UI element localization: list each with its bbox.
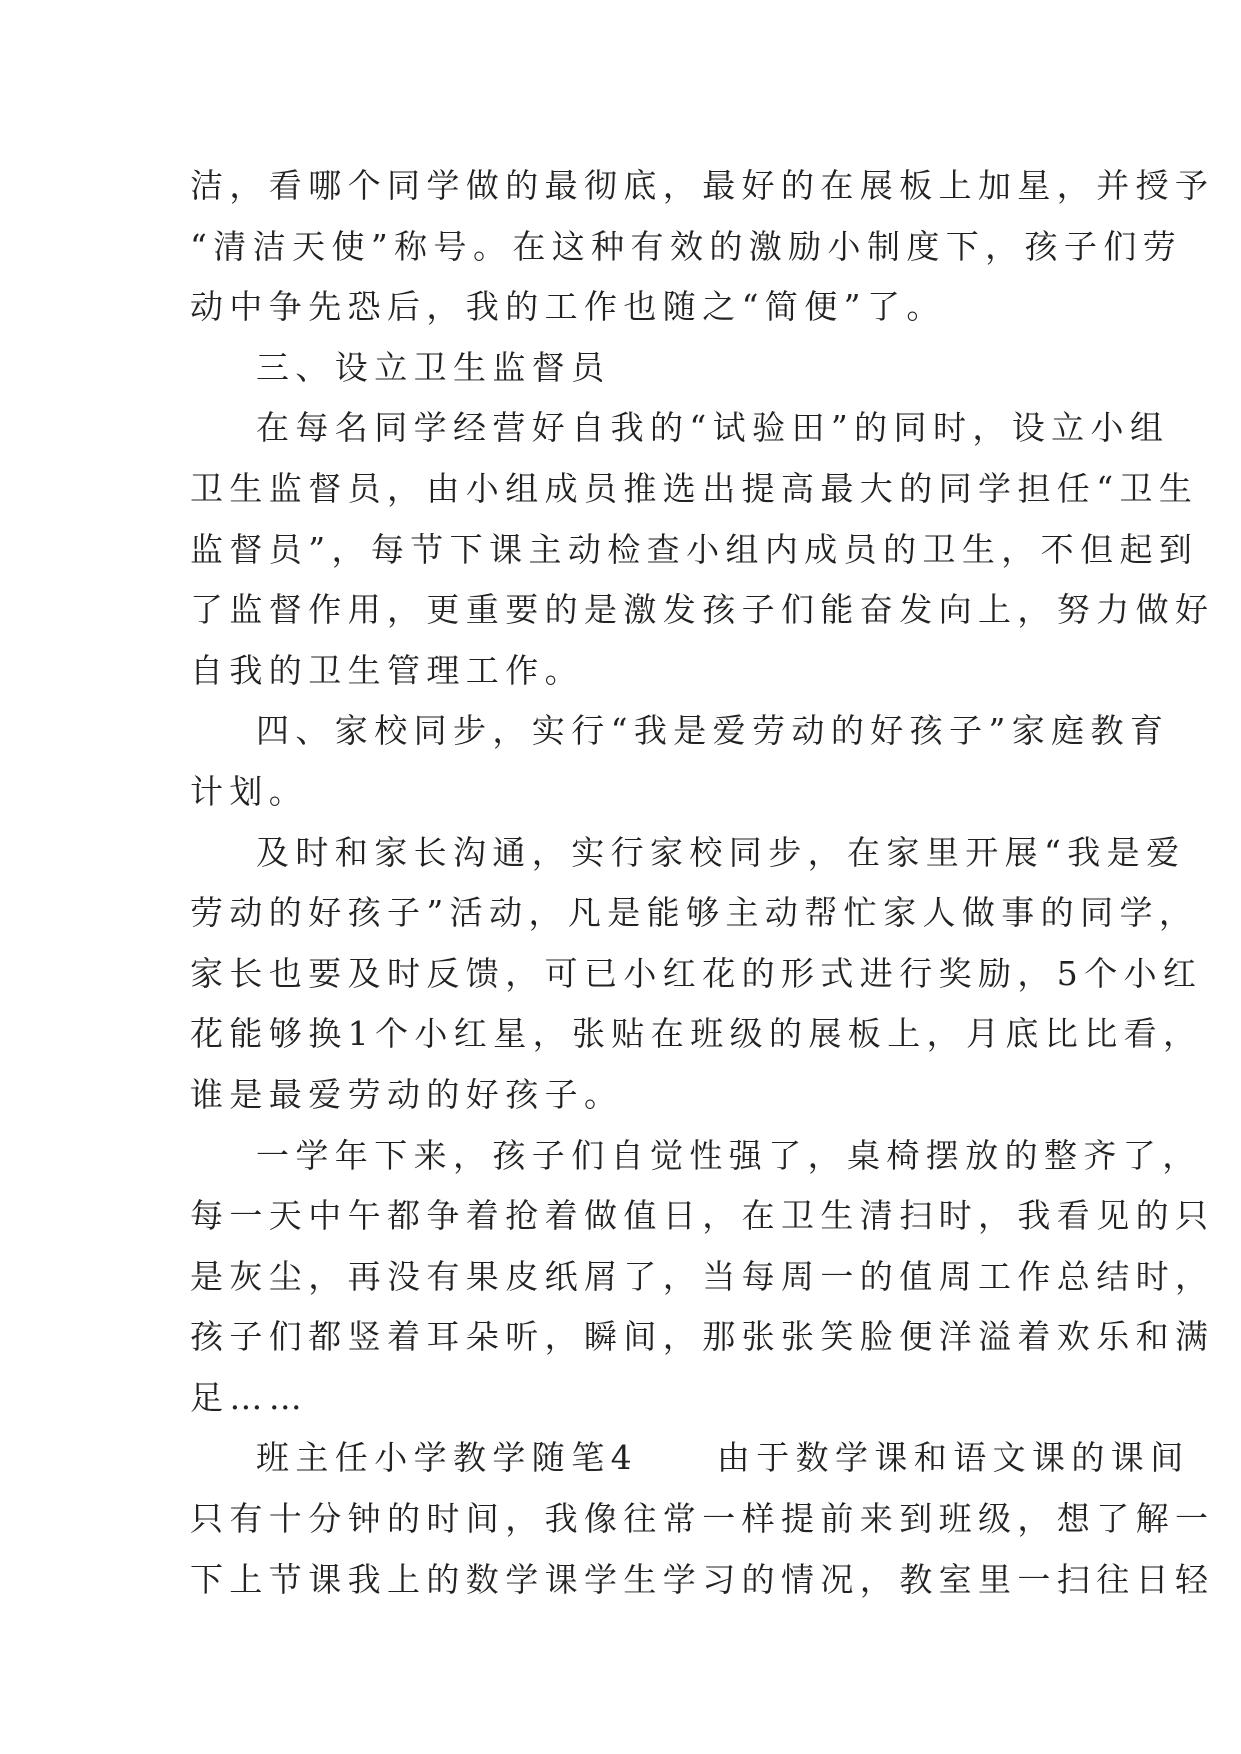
text-line: 只有十分钟的时间，我像往常一样提前来到班级，想了解一 [190,1499,1215,1539]
text-line: 了监督作用，更重要的是激发孩子们能奋发向上，努力做好 [190,590,1215,630]
text-line: 下上节课我上的数学课学生学习的情况，教室里一扫往日轻 [190,1559,1215,1599]
text-line: 谁是最爱劳动的好孩子。 [190,1074,624,1114]
text-line: 劳动的好孩子”活动，凡是能够主动帮忙家人做事的同学， [190,893,1199,933]
section-heading: 四、家校同步，实行“我是爱劳动的好孩子”家庭教育 [256,711,1170,751]
text-line: 监督员”，每节下课主动检查小组内成员的卫生，不但起到 [190,529,1199,569]
text-line: 及时和家长沟通，实行家校同步，在家里开展“我是爱 [256,832,1186,872]
text-line: 一学年下来，孩子们自觉性强了，桌椅摆放的整齐了， [256,1135,1202,1175]
text-line: 卫生监督员，由小组成员推选出提高最大的同学担任“卫生 [190,468,1199,508]
text-line: 洁，看哪个同学做的最彻底，最好的在展板上加星，并授予 [190,166,1215,205]
text-line: 是灰尘，再没有果皮纸屑了，当每周一的值周工作总结时， [190,1256,1215,1296]
section-heading-continued: 计划。 [190,771,309,811]
section-heading: 三、设立卫生监督员 [256,347,611,387]
text-line: 在每名同学经营好自我的“试验田”的同时，设立小组 [256,408,1170,448]
text-line: 足…… [190,1377,309,1417]
text-line: 动中争先恐后，我的工作也随之“简便”了。 [190,287,946,327]
text-line: 每一天中午都争着抢着做值日，在卫生清扫时，我看见的只 [190,1196,1215,1236]
text-line: “清洁天使”称号。在这种有效的激励小制度下，孩子们劳 [190,226,1183,266]
text-line: 班主任小学教学随笔4 由于数学课和语文课的课间 [256,1438,1190,1478]
body-text [190,156,1215,1610]
text-line: 花能够换1个小红星，张贴在班级的展板上，月底比比看， [190,1014,1203,1054]
text-line: 孩子们都竖着耳朵听，瞬间，那张张笑脸便洋溢着欢乐和满 [190,1317,1215,1357]
text-line: 家长也要及时反馈，可已小红花的形式进行奖励，5个小红 [190,953,1203,993]
text-line: 自我的卫生管理工作。 [190,650,584,690]
